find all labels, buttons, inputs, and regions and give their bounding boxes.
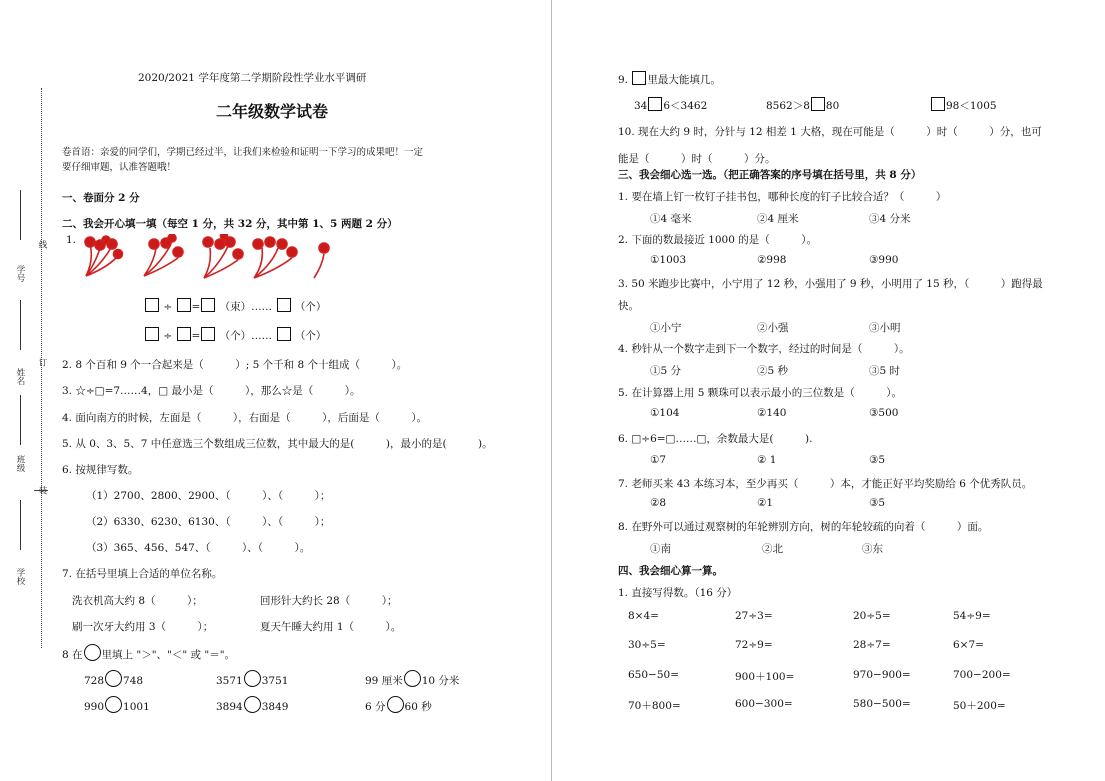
- section-4-heading: 四、我会细心算一算。: [618, 565, 723, 577]
- compare-item: 990 1001: [84, 696, 150, 713]
- school-label: 学校: [15, 568, 25, 585]
- intro-line-2: 要仔细审题，认准答题哦！: [62, 162, 177, 173]
- question-3: 3. ☆÷□=7……4，□ 最小是（ ），那么☆是（ ）。: [62, 385, 361, 397]
- choice-option[interactable]: ②998: [757, 254, 787, 266]
- question-6-1: （1）2700、2800、2900、（ ）、（ ）；: [86, 490, 331, 502]
- choice-option[interactable]: ①5 分: [650, 365, 682, 377]
- choice-option[interactable]: ②1: [757, 497, 774, 509]
- balloon-bunch-2: [144, 234, 183, 276]
- balloon-bunch-4: [253, 237, 297, 278]
- choice-option[interactable]: ③小明: [869, 322, 901, 334]
- choice-question-6: 6. □÷6=□……□，余数最大是( ).: [618, 433, 813, 445]
- box-icon: [632, 71, 646, 85]
- choice-option[interactable]: ①小宁: [650, 322, 682, 334]
- choice-option[interactable]: ①4 毫米: [650, 213, 692, 225]
- q1-equation-1: ÷ = （束）…… （个）: [144, 298, 326, 314]
- compare-circle[interactable]: [387, 696, 404, 713]
- compare-circle[interactable]: [404, 670, 421, 687]
- question-6-3: （3）365、456、547、（ ）、（ ）。: [86, 542, 311, 554]
- question-6: 6. 按规律写数。: [62, 464, 139, 476]
- q9-item-c: 98＜1005: [930, 97, 997, 113]
- q1-equation-2: ÷ = （个）…… （个）: [144, 327, 326, 343]
- compare-item: 99 厘米 10 分米: [365, 670, 459, 688]
- q9-item-a: 34 6＜3462: [634, 97, 707, 113]
- choice-question-3: 3. 50 米跑步比赛中，小宁用了 12 秒，小强用了 9 秒，小明用了 15 秒，（ ）跑得最: [618, 278, 1043, 290]
- answer-box[interactable]: [811, 97, 825, 111]
- calc-item[interactable]: 8×4=: [628, 610, 659, 622]
- calc-item[interactable]: 70＋800=: [628, 700, 681, 712]
- calc-title: 1. 直接写得数。（16 分）: [618, 587, 738, 599]
- choice-question-7: 7. 老师买来 43 本练习本，至少再买（ ）本，才能正好平均奖励给 6 个优秀队员。: [618, 478, 1033, 490]
- compare-circle[interactable]: [244, 670, 261, 687]
- balloon-bunch-1: [85, 236, 123, 276]
- choice-option[interactable]: ③5 时: [869, 365, 901, 377]
- compare-circle[interactable]: [105, 670, 122, 687]
- section-3-heading: 三、我会细心选一选。（把正确答案的序号填在括号里，共 8 分）: [618, 169, 922, 181]
- answer-box[interactable]: [201, 327, 215, 341]
- section-1-heading: 一、卷面分 2 分: [62, 192, 140, 204]
- compare-circle[interactable]: [244, 696, 261, 713]
- choice-option[interactable]: ②5 秒: [757, 365, 789, 377]
- question-4: 4. 面向南方的时候，左面是（ ），右面是（ ），后面是（ ）。: [62, 412, 428, 424]
- question-5: 5. 从 0、3、5、7 中任意选三个数组成三位数，其中最大的是( )，最小的是( )。: [62, 438, 493, 450]
- choice-option[interactable]: ③990: [869, 254, 899, 266]
- question-2: 2. 8 个百和 9 个一合起来是（ ）; 5 个千和 8 个十组成（ ）。: [62, 359, 408, 371]
- calc-item[interactable]: 54÷9=: [953, 610, 991, 622]
- choice-option[interactable]: ③5: [869, 454, 886, 466]
- question-6-2: （2）6330、6230、6130、（ ）、（ ）；: [86, 516, 331, 528]
- question-10-line-1: 10. 现在大约 9 时，分针与 12 相差 1 大格，现在可能是（ ）时（ ）分，也可: [618, 126, 1042, 138]
- q1-number: 1.: [66, 234, 77, 246]
- class-underline: [20, 395, 21, 445]
- question-7-d: 夏天午睡大约用 1（ ）。: [260, 621, 402, 633]
- balloon-bunch-3: [203, 234, 243, 278]
- calc-item[interactable]: 72÷9=: [735, 639, 773, 651]
- answer-box[interactable]: [201, 298, 215, 312]
- binding-mark-xian: 线: [37, 240, 47, 249]
- binding-dotted-line: [41, 88, 42, 648]
- calc-item[interactable]: 600−300=: [735, 698, 793, 710]
- calc-item[interactable]: 650−50=: [628, 669, 679, 681]
- section-2-heading: 二、我会开心填一填（每空 1 分，共 32 分，其中第 1、5 两题 2 分）: [62, 218, 398, 230]
- calc-item[interactable]: 970−900=: [853, 669, 911, 681]
- calc-item[interactable]: 50＋200=: [953, 700, 1006, 712]
- calc-item[interactable]: 20÷5=: [853, 610, 891, 622]
- choice-option[interactable]: ①104: [650, 407, 680, 419]
- choice-question-1: 1. 要在墙上钉一枚钉子挂书包，哪种长度的钉子比较合适？（ ）: [618, 191, 947, 203]
- choice-option[interactable]: ①南: [650, 543, 671, 555]
- choice-option[interactable]: ③东: [862, 543, 883, 555]
- question-7-b: 回形针大约长 28（ ）；: [260, 595, 398, 607]
- choice-question-8: 8. 在野外可以通过观察树的年轮辨别方向，树的年轮较疏的向着（ ）面。: [618, 521, 989, 533]
- id-underline: [20, 190, 21, 240]
- compare-item: 728 748: [84, 670, 143, 687]
- school-underline: [20, 500, 21, 550]
- choice-option[interactable]: ③500: [869, 407, 899, 419]
- compare-item: 6 分 60 秒: [365, 696, 432, 714]
- choice-option[interactable]: ①1003: [650, 254, 687, 266]
- calc-item[interactable]: 30÷5=: [628, 639, 666, 651]
- choice-option[interactable]: ②4 厘米: [757, 213, 799, 225]
- name-label: 姓名: [15, 368, 25, 385]
- choice-option[interactable]: ② 1: [757, 454, 777, 466]
- answer-box[interactable]: [145, 298, 159, 312]
- exam-title: 二年级数学试卷: [216, 102, 329, 121]
- class-label: 班级: [15, 455, 25, 472]
- balloon-bunches-illustration: [78, 234, 338, 282]
- question-7-a: 洗衣机高大约 8（ ）；: [72, 595, 203, 607]
- choice-option[interactable]: ①7: [650, 454, 667, 466]
- balloon-bunch-5: [314, 243, 329, 278]
- answer-box[interactable]: [277, 327, 291, 341]
- question-10-line-2: 能是（ ）时（ ）分。: [618, 153, 776, 165]
- choice-option[interactable]: ②8: [650, 497, 667, 509]
- calc-item[interactable]: 700−200=: [953, 669, 1011, 681]
- choice-option[interactable]: ②北: [762, 543, 783, 555]
- choice-question-2: 2. 下面的数最接近 1000 的是（ ）。: [618, 234, 818, 246]
- answer-box[interactable]: [177, 298, 191, 312]
- question-8: 8 在 里填上 "＞"、"＜" 或 "＝"。: [62, 644, 235, 662]
- page-divider: [551, 0, 552, 781]
- answer-box[interactable]: [177, 327, 191, 341]
- compare-circle[interactable]: [105, 696, 122, 713]
- binding-mark-ding: 订: [37, 358, 47, 367]
- q9-item-b: 8562＞8 80: [766, 97, 839, 113]
- answer-box[interactable]: [145, 327, 159, 341]
- calc-item[interactable]: 900＋100=: [735, 671, 795, 683]
- answer-box[interactable]: [931, 97, 945, 111]
- choice-option[interactable]: ②小强: [757, 322, 789, 334]
- question-7: 7. 在括号里填上合适的单位名称。: [62, 568, 223, 580]
- choice-question-3-cont: 快。: [618, 300, 639, 312]
- intro-line-1: 卷首语：亲爱的同学们，学期已经过半，让我们来检验和证明一下学习的成果吧！一定: [62, 147, 424, 158]
- calc-item[interactable]: 27÷3=: [735, 610, 773, 622]
- answer-box[interactable]: [277, 298, 291, 312]
- choice-option[interactable]: ③5: [869, 497, 886, 509]
- choice-question-5: 5. 在计算器上用 5 颗珠可以表示最小的三位数是（ ）。: [618, 387, 902, 399]
- binding-mark-zhuang: 装: [37, 486, 47, 495]
- exam-subtitle: 2020/2021 学年度第二学期阶段性学业水平调研: [138, 72, 367, 84]
- question-9: 9. 里最大能填几。: [618, 71, 721, 87]
- compare-item: 3571 3751: [216, 670, 288, 687]
- choice-option[interactable]: ③4 分米: [869, 213, 911, 225]
- question-7-c: 刷一次牙大约用 3（ ）；: [72, 621, 214, 633]
- calc-item[interactable]: 580−500=: [853, 698, 911, 710]
- id-label: 学号: [15, 265, 25, 282]
- choice-question-4: 4. 秒针从一个数字走到下一个数字，经过的时间是（ ）。: [618, 343, 910, 355]
- compare-circle-icon: [84, 644, 101, 661]
- compare-item: 3894 3849: [216, 696, 288, 713]
- name-underline: [20, 300, 21, 350]
- calc-item[interactable]: 28÷7=: [853, 639, 891, 651]
- answer-box[interactable]: [648, 97, 662, 111]
- choice-option[interactable]: ②140: [757, 407, 787, 419]
- calc-item[interactable]: 6×7=: [953, 639, 984, 651]
